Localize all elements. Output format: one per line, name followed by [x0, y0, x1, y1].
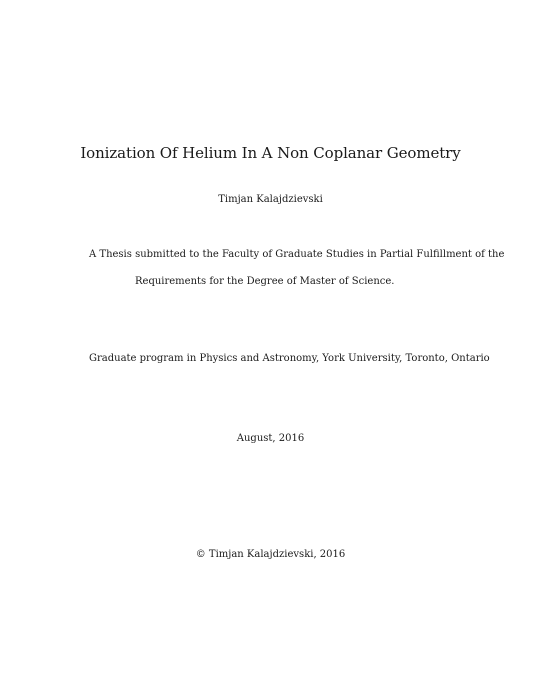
graduate-program: Graduate program in Physics and Astronomy, York University, Toronto, Ontario: [89, 353, 490, 364]
submission-date: August, 2016: [236, 433, 305, 444]
copyright-notice: © Timjan Kalajdzievski, 2016: [195, 549, 346, 560]
author-name: Timjan Kalajdzievski: [218, 194, 323, 205]
thesis-title: Ionization Of Helium In A Non Coplanar Geometry: [80, 144, 461, 162]
submission-statement-line-2: Requirements for the Degree of Master of Science.: [135, 276, 395, 287]
submission-statement-line-1: A Thesis submitted to the Faculty of Graduate Studies in Partial Fulfillment of the: [89, 249, 505, 260]
